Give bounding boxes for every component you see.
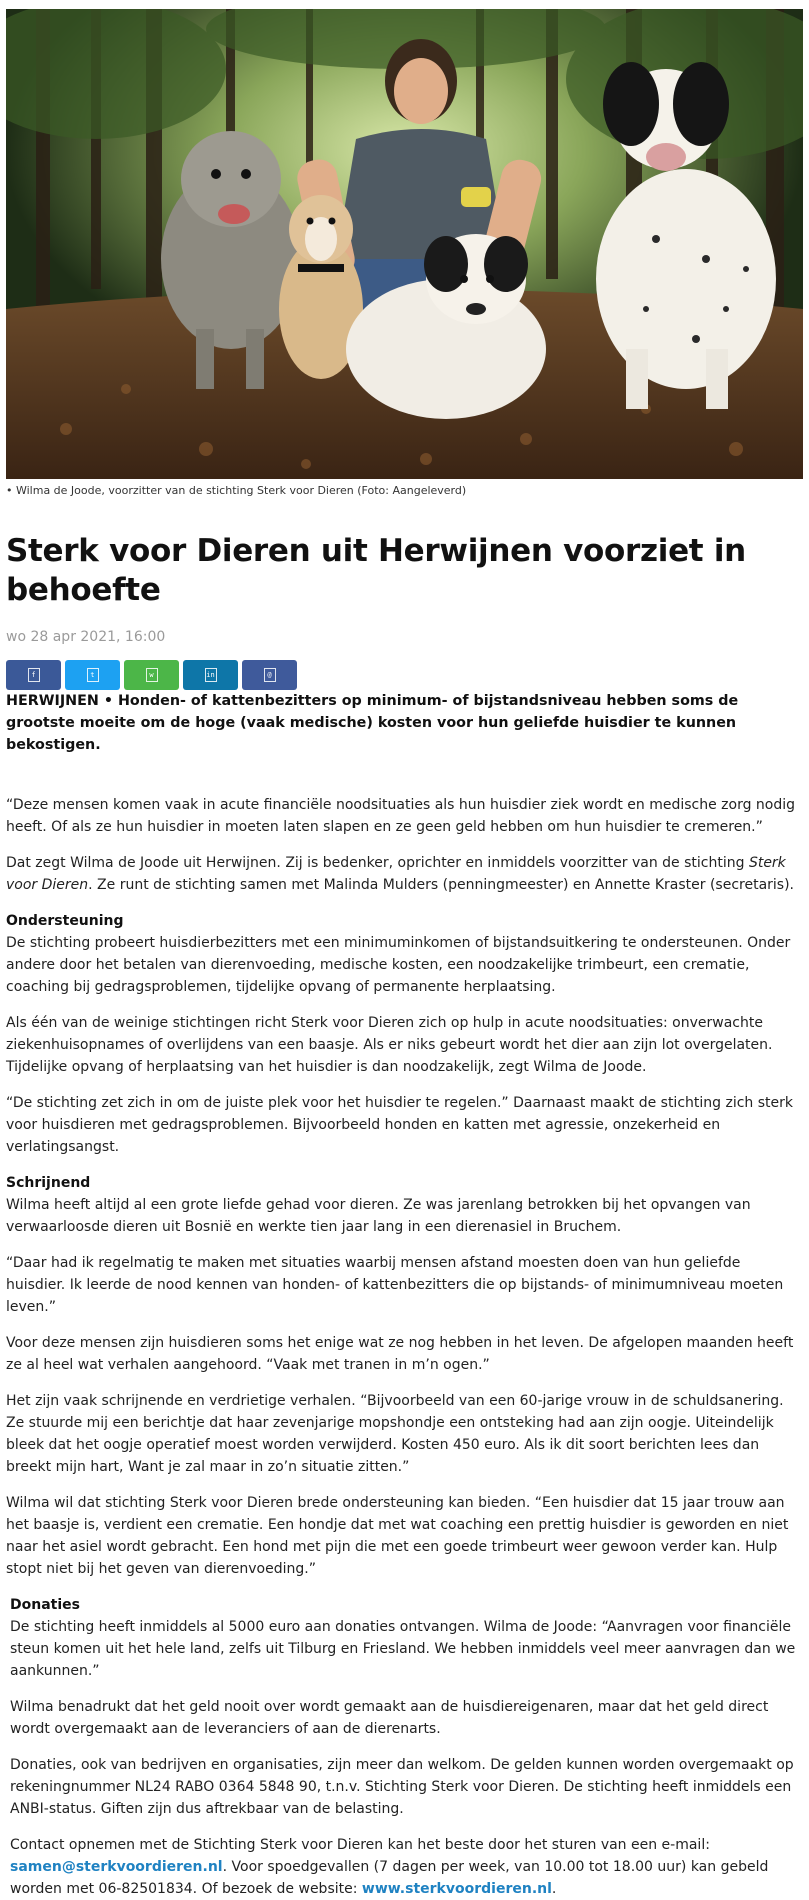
lead-place: HERWIJNEN • xyxy=(6,693,113,709)
website-link[interactable]: www.sterkvoordieren.nl xyxy=(361,1881,552,1897)
paragraph: “De stichting zet zich in om de juiste plek voor het huisdier te regelen.” Daarnaast maakt de stichting zich sterk voor huisdieren met gedragsproblemen. Bijvoorbeeld honden en katten met agressie, onzekerheid en verlatingsangst. xyxy=(6,1095,793,1155)
subheading-schrijnend: Schrijnend xyxy=(6,1175,91,1191)
subheading-donaties: Donaties xyxy=(10,1597,80,1613)
lead-text: Honden- of kattenbezitters op minimum- of bijstandsniveau hebben soms de grootste moeite om de hoge (vaak medische) kosten voor hun geliefde huisdier te kunnen bekostigen. xyxy=(6,693,739,753)
share-linkedin-button[interactable] xyxy=(183,660,238,690)
paragraph: De stichting probeert huisdierbezitters met een minimuminkomen of bijstandsuitkering te ondersteunen. Onder andere door het betalen van dierenvoeding, medische kosten, een noodzakelijke trimbeurt, een crematie, coaching bij gedragsproblemen, tijdelijke opvang of permanente herplaatsing. xyxy=(6,935,791,995)
article-date: wo 28 apr 2021, 16:00 xyxy=(6,629,166,645)
paragraph-text: . xyxy=(551,1881,557,1897)
page xyxy=(0,9,809,1900)
paragraph-emphasis: Sterk voor Dieren xyxy=(6,855,786,893)
share-twitter-button[interactable] xyxy=(65,660,120,690)
facebook-icon: f xyxy=(28,668,40,682)
paragraph-text: . Ze runt de stichting samen met Malinda Mulders (penningmeester) en Annette Kraster (secretaris). xyxy=(88,877,795,893)
share-bar xyxy=(6,660,803,690)
paragraph: “Deze mensen komen vaak in acute financiële noodsituaties als hun huisdier ziek wordt en medische zorg nodig heeft. Of als ze hun huisdier in moeten laten slapen en ze geen geld hebben om hun huisdier te cremeren.” xyxy=(6,797,796,835)
paragraph: Wilma wil dat stichting Sterk voor Dieren brede ondersteuning kan bieden. “Een huisdier dat 15 jaar trouw aan het baasje is, verdient een crematie. Een hondje dat met wat coaching een prettig huisdier is geworden en niet naar het asiel wordt gebracht. Een hond met pijn die met een goede trimbeurt weer gewoon verder kan. Hulp stopt niet bij het geven van dierenvoeding.” xyxy=(6,1495,789,1577)
paragraph-text: . Voor spoedgevallen (7 dagen per week, van 10.00 tot 18.00 uur) kan gebeld worden met 06-82501834. Of bezoek de website: xyxy=(10,1859,769,1897)
paragraph-text: Contact opnemen met de Stichting Sterk voor Dieren kan het beste door het sturen van een e-mail: xyxy=(10,1837,710,1853)
image-caption: • Wilma de Joode, voorzitter van de stichting Sterk voor Dieren (Foto: Aangeleverd) xyxy=(6,484,467,497)
article-lead xyxy=(6,690,803,756)
paragraph: “Daar had ik regelmatig te maken met situaties waarbij mensen afstand moesten doen van hun geliefde huisdier. Ik leerde de nood kennen van honden- of kattenbezitters die op bijstands- of minimumniveau moeten leven.” xyxy=(6,1255,784,1315)
paragraph xyxy=(6,852,803,896)
hero-image xyxy=(6,9,803,479)
paragraph: Voor deze mensen zijn huisdieren soms het enige wat ze nog hebben in het leven. De afgelopen maanden heeft ze al heel wat verhalen aangehoord. “Vaak met tranen in m’n ogen.” xyxy=(6,1335,794,1373)
email-icon: @ xyxy=(264,668,276,682)
subheading-ondersteuning: Ondersteuning xyxy=(6,913,124,929)
paragraph: De stichting heeft inmiddels al 5000 euro aan donaties ontvangen. Wilma de Joode: “Aanvragen voor financiële steun komen uit het hele land, zelfs uit Tilburg en Friesland. We hebben inmiddels veel meer aanvragen dan we aankunnen.” xyxy=(10,1619,796,1679)
paragraph: Wilma heeft altijd al een grote liefde gehad voor dieren. Ze was jarenlang betrokken bij het opvangen van verwaarloosde dieren uit Bosnië en werkte tien jaar lang in een dierenasiel in Bruchem. xyxy=(6,1197,751,1235)
donaties-section xyxy=(6,1594,803,1900)
email-link[interactable]: samen@sterkvoordieren.nl xyxy=(10,1859,223,1875)
paragraph: Donaties, ook van bedrijven en organisaties, zijn meer dan welkom. De gelden kunnen worden overgemaakt op rekeningnummer NL24 RABO 0364 5848 90, t.n.v. Stichting Sterk voor Dieren. De stichting heeft inmiddels een ANBI-status. Giften zijn dus aftrekbaar van de belasting. xyxy=(10,1757,794,1817)
paragraph-contact xyxy=(10,1834,803,1900)
paragraph: Wilma benadrukt dat het geld nooit over wordt gemaakt aan de huisdiereigenaren, maar dat het geld direct wordt overgemaakt aan de leveranciers of aan de dierenarts. xyxy=(10,1699,769,1737)
linkedin-icon: in xyxy=(205,668,217,682)
whatsapp-icon: w xyxy=(146,668,158,682)
article-body xyxy=(6,690,803,1900)
paragraph-text: Dat zegt Wilma de Joode uit Herwijnen. Zij is bedenker, oprichter en inmiddels voorzitter van de stichting xyxy=(6,855,749,871)
share-whatsapp-button[interactable] xyxy=(124,660,179,690)
share-email-button[interactable] xyxy=(242,660,297,690)
twitter-icon: t xyxy=(87,668,99,682)
paragraph: Het zijn vaak schrijnende en verdrietige verhalen. “Bijvoorbeeld van een 60-jarige vrouw in de schuldsanering. Ze stuurde mij een berichtje dat haar zevenjarige mopshondje een ontsteking had aan zijn oogje. Uiteindelijk bleek dat het oogje operatief moest worden verwijderd. Kosten 450 euro. Als ik dit soort berichten lees dan breekt mijn hart, Want je zal maar in zo’n situatie zitten.” xyxy=(6,1393,784,1475)
article-title: Sterk voor Dieren uit Herwijnen voorziet in behoefte xyxy=(6,533,746,608)
paragraph: Als één van de weinige stichtingen richt Sterk voor Dieren zich op hulp in acute noodsituaties: onverwachte ziekenhuisopnames of overlijdens van een baasje. Als er niks gebeurt wordt het dier aan zijn lot overgelaten. Tijdelijke opvang of herplaatsing van het huisdier is dan noodzakelijk, zegt Wilma de Joode. xyxy=(6,1015,773,1075)
share-facebook-button[interactable] xyxy=(6,660,61,690)
